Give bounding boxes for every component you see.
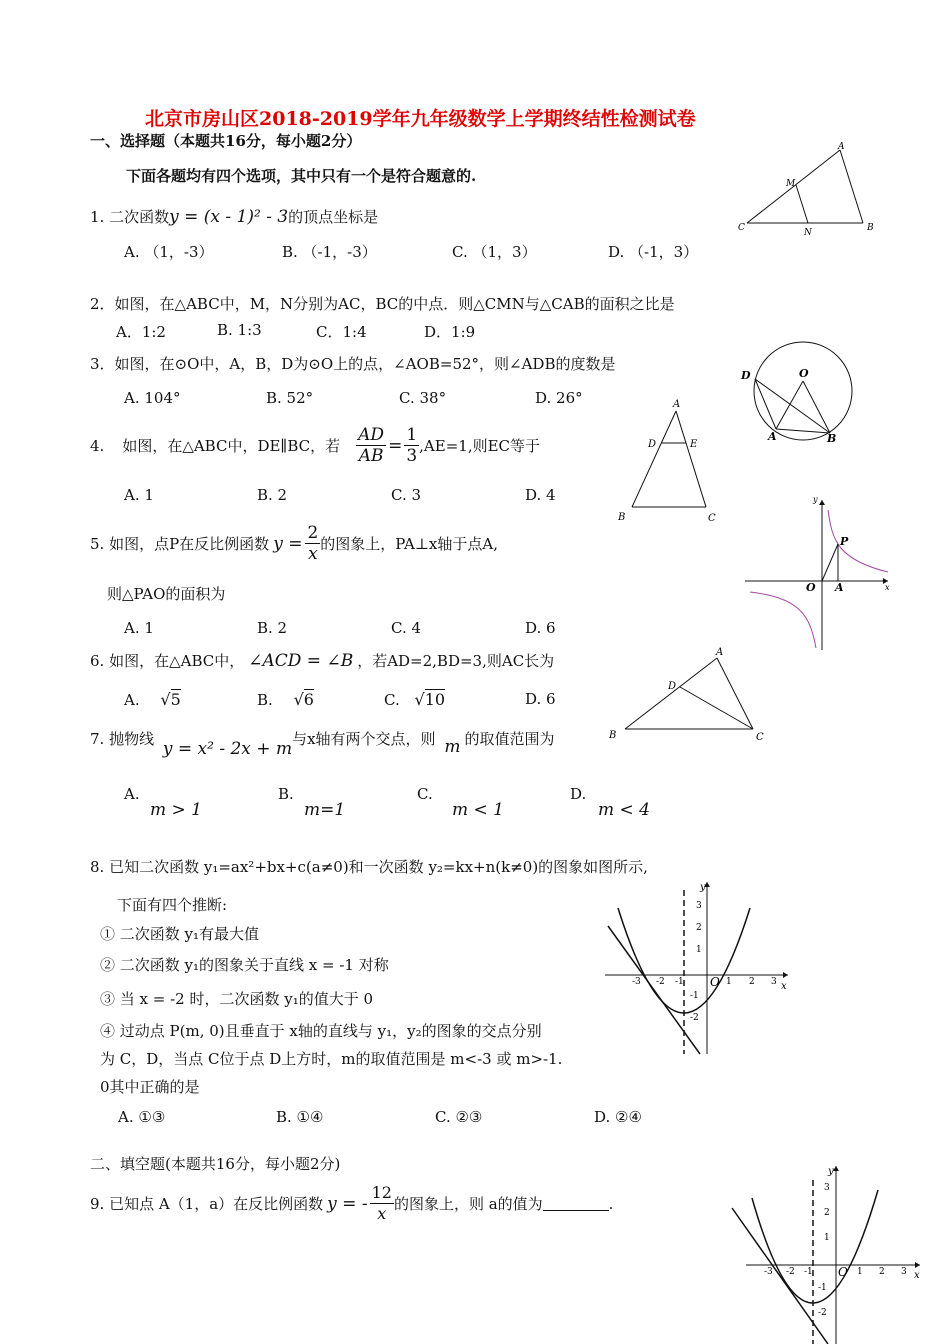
triangle-acd-figure [605, 643, 770, 743]
q7-m: m [444, 737, 461, 757]
label-x: x [885, 583, 890, 592]
label-a: A [835, 581, 844, 594]
tick-xm1: -1 [804, 1267, 813, 1277]
axis-x: x [914, 1270, 920, 1281]
tick-x1: 1 [726, 977, 732, 987]
parabola-graph-figure [600, 878, 795, 1058]
q7-option-b: m=1 [304, 800, 346, 820]
q4-option-c: C. 3 [391, 486, 422, 504]
label-c: C [756, 732, 764, 743]
tick-ym1: -1 [818, 1283, 827, 1293]
section-1-instruction: 下面各题均有四个选项，其中只有一个是符合题意的. [126, 167, 477, 185]
q7-option-d: m < 4 [598, 800, 650, 820]
question-7 [90, 728, 555, 759]
q3-option-a: A. 104° [124, 389, 181, 407]
label-c: C [708, 513, 716, 524]
q5-post: 的图象上，PA⊥x轴于点A, [320, 535, 498, 553]
q1-option-a: A. （1，-3） [124, 243, 214, 261]
q6-pre: 6. 如图，在△ABC中， [90, 652, 245, 670]
label-a: A [838, 142, 845, 152]
q8-item-4: ④ 过动点 P(m, 0)且垂直于 x轴的直线与 y₁，y₂的图象的交点分别 [100, 1022, 542, 1040]
tick-x3: 3 [901, 1267, 907, 1277]
q5-option-d: D. 6 [525, 619, 556, 637]
label-p: P [840, 535, 849, 548]
q2-option-c: C．1:4 [316, 323, 367, 341]
q4-post: ,AE=1,则EC等于 [419, 437, 541, 455]
label-n: N [804, 228, 812, 238]
q3-option-b: B. 52° [266, 389, 314, 407]
q1-expr: y = (x - 1)² - 3 [169, 207, 289, 227]
q7-option-c: m < 1 [452, 800, 504, 820]
triangle-cab-figure [730, 140, 880, 240]
tick-xm2: -2 [656, 977, 665, 987]
q6-expr: ∠ACD = ∠B [248, 650, 354, 671]
tick-ym2: -2 [690, 1013, 699, 1023]
tick-x3: 3 [771, 977, 777, 987]
section-2-heading: 二、填空题(本题共16分，每小题2分) [90, 1155, 341, 1173]
q7-expr: y = x² - 2x + m [162, 739, 293, 759]
q8-item-2: ② 二次函数 y₁的图象关于直线 x = -1 对称 [100, 956, 389, 974]
label-b: B [618, 512, 626, 523]
q7-option-a: m > 1 [150, 800, 202, 820]
q1-option-d: D. （-1，3） [608, 243, 699, 261]
q1-option-c: C. （1，3） [452, 243, 537, 261]
q7-mid: 与x轴有两个交点，则 [292, 730, 436, 748]
label-o: O [806, 581, 816, 594]
q8-line2: 下面有四个推断: [117, 896, 228, 914]
tick-ym2: -2 [818, 1308, 827, 1318]
q8-item-1: ① 二次函数 y₁有最大值 [100, 925, 260, 943]
tick-x2: 2 [749, 977, 755, 987]
q1-num: 1. [90, 208, 105, 226]
q5-option-c: C. 4 [391, 619, 422, 637]
q8-option-a: A. ①③ [118, 1108, 166, 1126]
axis-x: x [781, 981, 787, 992]
q9-post: 的图象上，则 a的值为 [393, 1195, 543, 1213]
label-o: O [799, 367, 809, 380]
q4-eq: = [388, 435, 403, 456]
exam-title: 北京市房山区2018-2019学年九年级数学上学期终结性检测试卷 [145, 108, 696, 130]
tick-y2: 2 [696, 923, 702, 933]
q9-expr: y = - [327, 1193, 368, 1214]
q4-option-b: B. 2 [257, 486, 288, 504]
q4-frac-one-third: $\frac{1}{3}$ [406, 425, 418, 466]
tick-y2: 2 [824, 1208, 830, 1218]
q2-option-b: B. 1:3 [217, 321, 262, 339]
label-d: D [648, 439, 657, 450]
q9-frac: $\frac{12}{x}$ [371, 1183, 392, 1223]
q5-line2: 则△PAO的面积为 [107, 585, 226, 603]
question-5 [90, 523, 498, 564]
sqrt-5: √5 [160, 690, 181, 709]
q4-option-a: A. 1 [124, 486, 154, 504]
circle-o-figure [735, 335, 860, 450]
label-e: E [690, 439, 698, 450]
q4-pre: 如图，在△ABC中，DE∥BC，若 [122, 437, 341, 455]
q4-frac-ad-ab: $\frac{AD}{AB}$ [358, 425, 385, 466]
tick-y3: 3 [696, 901, 702, 911]
q8-item-5: 0其中正确的是 [100, 1078, 200, 1096]
tick-x1: 1 [857, 1267, 863, 1277]
label-m: M [786, 179, 796, 189]
question-3: 3．如图，在⊙O中，A，B，D为⊙O上的点，∠AOB=52°，则∠ADB的度数是 [90, 355, 616, 373]
label-a: A [768, 430, 777, 443]
question-2: 2．如图，在△ABC中，M，N分别为AC，BC的中点．则△CMN与△CAB的面积之比是 [90, 295, 675, 313]
q7-option-d-letter: D. [570, 785, 587, 803]
origin-o: O [838, 1265, 848, 1279]
q2-option-a: A．1:2 [116, 323, 166, 341]
q7-option-a-letter: A. [124, 785, 140, 803]
label-d: D [668, 681, 677, 692]
q8-item-3: ③ 当 x = -2 时，二次函数 y₁的值大于 0 [100, 990, 374, 1008]
q7-option-b-letter: B. [278, 785, 294, 803]
q9-end: . [608, 1194, 614, 1213]
q1-post: 的顶点坐标是 [288, 208, 379, 226]
tick-xm2: -2 [786, 1267, 795, 1277]
q8-option-d: D. ②④ [594, 1108, 642, 1126]
axis-y: y [828, 1166, 834, 1177]
parabola-graph-figure-2 [728, 1162, 928, 1344]
q7-post: 的取值范围为 [464, 730, 555, 748]
q6-option-d: D. 6 [525, 690, 556, 708]
q8-item-4b: 为 C，D，当点 C位于点 D上方时，m的取值范围是 m<-3 或 m>-1. [100, 1050, 563, 1068]
q5-option-a: A. 1 [124, 619, 154, 637]
q4-num: 4. [90, 436, 105, 455]
q7-option-c-letter: C. [417, 785, 433, 803]
tick-y3: 3 [824, 1183, 830, 1193]
q5-frac: $\frac{2}{x}$ [307, 523, 319, 564]
section-1-heading: 一、选择题（本题共16分，每小题2分） [90, 132, 362, 150]
question-6 [90, 650, 554, 671]
q5-expr: y = [273, 533, 303, 554]
tick-xm1: -1 [675, 977, 684, 987]
axis-y: y [700, 882, 706, 893]
label-c: C [738, 223, 745, 233]
sqrt-6: √6 [293, 690, 314, 709]
q6-option-b: B. √6 [257, 690, 314, 709]
q2-option-d: D．1:9 [424, 323, 476, 341]
tick-xm3: -3 [764, 1267, 773, 1277]
q1-option-b: B. （-1，-3） [282, 243, 377, 261]
label-a: A [716, 647, 724, 658]
q6-option-a: A. √5 [124, 690, 181, 709]
answer-blank[interactable] [543, 1196, 609, 1211]
hyperbola-figure [740, 490, 895, 655]
q5-option-b: B. 2 [257, 619, 288, 637]
label-b: B [609, 730, 617, 741]
q7-pre: 7. 抛物线 [90, 730, 155, 748]
origin-o: O [710, 975, 720, 989]
tick-xm3: -3 [632, 977, 641, 987]
triangle-de-bc-figure [612, 395, 732, 527]
q4-option-d: D. 4 [525, 486, 556, 504]
tick-x2: 2 [879, 1267, 885, 1277]
question-9 [90, 1183, 613, 1224]
question-8: 8. 已知二次函数 y₁=ax²+bx+c(a≠0)和一次函数 y₂=kx+n(k≠0)的图象如图所示, [90, 858, 648, 876]
question-4 [90, 425, 540, 466]
sqrt-10: √10 [414, 690, 446, 709]
tick-ym1: -1 [690, 991, 699, 1001]
q6-option-c: C. √10 [384, 690, 446, 709]
q9-pre: 9. 已知点 A（1，a）在反比例函数 [90, 1195, 324, 1213]
q3-option-c: C. 38° [399, 389, 447, 407]
label-y: y [813, 495, 818, 504]
label-a: A [673, 399, 681, 410]
q6-post: ，若AD=2,BD=3,则AC长为 [357, 652, 555, 670]
question-1 [90, 206, 378, 227]
label-b: B [827, 432, 837, 445]
tick-y1: 1 [824, 1233, 830, 1243]
q3-option-d: D. 26° [535, 389, 583, 407]
q8-option-c: C. ②③ [435, 1108, 483, 1126]
tick-y1: 1 [696, 945, 702, 955]
q5-pre: 5. 如图，点P在反比例函数 [90, 535, 270, 553]
q1-pre: 二次函数 [109, 208, 170, 226]
label-d: D [741, 369, 751, 382]
q8-option-b: B. ①④ [276, 1108, 324, 1126]
label-b: B [867, 223, 874, 233]
